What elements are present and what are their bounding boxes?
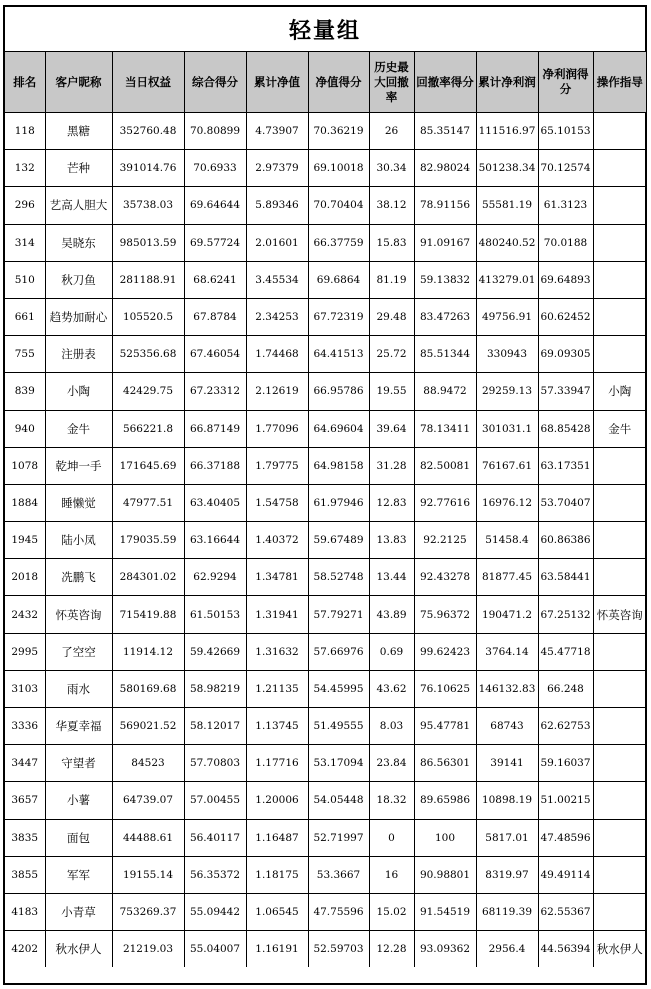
table-cell: 69.10018 [308, 150, 369, 187]
table-row [5, 298, 646, 335]
table-cell: 580169.68 [112, 670, 184, 707]
table-row [5, 931, 646, 968]
table-cell: 13.44 [369, 559, 414, 596]
table-cell: 69.64893 [538, 261, 593, 298]
table-cell: 63.16644 [184, 522, 246, 559]
table-cell: 61.50153 [184, 596, 246, 633]
table-cell: 78.13411 [414, 410, 476, 447]
table-cell: 10898.19 [476, 782, 538, 819]
table-cell: 42429.75 [112, 373, 184, 410]
table-cell: 171645.69 [112, 447, 184, 484]
table-cell [593, 298, 646, 335]
table-cell: 54.45995 [308, 670, 369, 707]
column-header: 净值得分 [308, 52, 369, 113]
table-cell: 67.8784 [184, 298, 246, 335]
table-cell: 55.04007 [184, 931, 246, 968]
table-cell: 1.18175 [246, 856, 308, 893]
table-cell: 92.43278 [414, 559, 476, 596]
table-cell: 2.97379 [246, 150, 308, 187]
table-cell: 82.98024 [414, 150, 476, 187]
table-cell: 60.86386 [538, 522, 593, 559]
table-cell: 吴晓东 [45, 224, 112, 261]
table-cell: 57.79271 [308, 596, 369, 633]
table-cell: 753269.37 [112, 893, 184, 930]
table-cell: 81.19 [369, 261, 414, 298]
table-cell: 67.23312 [184, 373, 246, 410]
table-cell: 2956.4 [476, 931, 538, 968]
table-cell: 51458.4 [476, 522, 538, 559]
table-cell: 66.95786 [308, 373, 369, 410]
table-cell: 43.89 [369, 596, 414, 633]
table-cell: 3764.14 [476, 633, 538, 670]
table-cell: 100 [414, 819, 476, 856]
table-cell: 284301.02 [112, 559, 184, 596]
table-cell: 1.17716 [246, 745, 308, 782]
table-cell [593, 187, 646, 224]
table-cell: 1.31941 [246, 596, 308, 633]
table-cell: 16976.12 [476, 484, 538, 521]
table-row [5, 670, 646, 707]
table-cell: 49.49114 [538, 856, 593, 893]
table-cell [593, 113, 646, 150]
table-cell: 179035.59 [112, 522, 184, 559]
table-cell: 413279.01 [476, 261, 538, 298]
table-cell: 57.33947 [538, 373, 593, 410]
table-cell: 5.89346 [246, 187, 308, 224]
table-cell: 66.248 [538, 670, 593, 707]
table-cell: 小薯 [45, 782, 112, 819]
table-body [5, 113, 646, 968]
table-cell: 661 [5, 298, 45, 335]
table-row [5, 708, 646, 745]
table-row [5, 856, 646, 893]
table-cell: 70.12574 [538, 150, 593, 187]
table-cell: 54.05448 [308, 782, 369, 819]
column-header: 历史最大回撤率 [369, 52, 414, 113]
column-header: 累计净利润 [476, 52, 538, 113]
table-cell: 57.70803 [184, 745, 246, 782]
table-cell: 67.72319 [308, 298, 369, 335]
table-row [5, 447, 646, 484]
table-cell: 21219.03 [112, 931, 184, 968]
table-cell: 68119.39 [476, 893, 538, 930]
table-cell: 15.83 [369, 224, 414, 261]
table-cell: 352760.48 [112, 113, 184, 150]
sheet-title: 轻量组 [5, 7, 645, 52]
table-cell: 85.51344 [414, 336, 476, 373]
table-cell: 8319.97 [476, 856, 538, 893]
table-cell: 2.12619 [246, 373, 308, 410]
table-cell: 金牛 [45, 410, 112, 447]
table-cell: 296 [5, 187, 45, 224]
table-cell: 61.97946 [308, 484, 369, 521]
table-cell: 18.32 [369, 782, 414, 819]
table-row [5, 261, 646, 298]
table-cell: 23.84 [369, 745, 414, 782]
table-cell: 19.55 [369, 373, 414, 410]
table-cell: 391014.76 [112, 150, 184, 187]
column-header: 综合得分 [184, 52, 246, 113]
table-cell: 53.17094 [308, 745, 369, 782]
table-cell: 45.47718 [538, 633, 593, 670]
table-cell [593, 708, 646, 745]
table-cell: 1.21135 [246, 670, 308, 707]
table-cell: 95.47781 [414, 708, 476, 745]
table-cell [593, 893, 646, 930]
table-cell: 82.50081 [414, 447, 476, 484]
table-cell [593, 224, 646, 261]
table-cell: 小陶 [593, 373, 646, 410]
table-cell: 军军 [45, 856, 112, 893]
table-cell: 67.46054 [184, 336, 246, 373]
table-cell: 501238.34 [476, 150, 538, 187]
table-cell: 93.09362 [414, 931, 476, 968]
table-cell: 146132.83 [476, 670, 538, 707]
table-cell: 55581.19 [476, 187, 538, 224]
table-cell: 57.66976 [308, 633, 369, 670]
table-cell [593, 856, 646, 893]
table-cell: 62.62753 [538, 708, 593, 745]
table-cell: 怀英咨询 [593, 596, 646, 633]
table-cell: 5817.01 [476, 819, 538, 856]
table-cell: 3.45534 [246, 261, 308, 298]
table-cell: 47.48596 [538, 819, 593, 856]
table-cell: 12.28 [369, 931, 414, 968]
table-cell: 1.06545 [246, 893, 308, 930]
table-cell: 81877.45 [476, 559, 538, 596]
table-cell: 58.98219 [184, 670, 246, 707]
table-cell: 1945 [5, 522, 45, 559]
table-cell: 63.58441 [538, 559, 593, 596]
table-cell: 63.40405 [184, 484, 246, 521]
table-cell: 3855 [5, 856, 45, 893]
table-cell: 8.03 [369, 708, 414, 745]
table-cell: 59.13832 [414, 261, 476, 298]
ranking-sheet [3, 5, 647, 985]
table-cell: 2018 [5, 559, 45, 596]
table-cell: 29259.13 [476, 373, 538, 410]
table-cell: 569021.52 [112, 708, 184, 745]
table-cell: 84523 [112, 745, 184, 782]
table-cell: 70.6933 [184, 150, 246, 187]
table-cell: 57.00455 [184, 782, 246, 819]
table-cell [593, 559, 646, 596]
column-header: 回撤率得分 [414, 52, 476, 113]
table-cell: 68.85428 [538, 410, 593, 447]
column-header: 净利润得分 [538, 52, 593, 113]
table-cell: 314 [5, 224, 45, 261]
table-row [5, 113, 646, 150]
table-cell: 1.77096 [246, 410, 308, 447]
table-cell: 75.96372 [414, 596, 476, 633]
table-cell [593, 261, 646, 298]
header-row [5, 52, 646, 113]
table-cell: 金牛 [593, 410, 646, 447]
table-cell: 99.62423 [414, 633, 476, 670]
table-cell: 华夏幸福 [45, 708, 112, 745]
table-cell: 35738.03 [112, 187, 184, 224]
table-cell: 0.69 [369, 633, 414, 670]
table-cell: 63.17351 [538, 447, 593, 484]
table-cell: 43.62 [369, 670, 414, 707]
table-cell: 58.12017 [184, 708, 246, 745]
table-row [5, 745, 646, 782]
table-cell: 守望者 [45, 745, 112, 782]
table-cell [593, 782, 646, 819]
table-row [5, 596, 646, 633]
table-cell: 52.71997 [308, 819, 369, 856]
table-cell: 25.72 [369, 336, 414, 373]
table-cell: 1884 [5, 484, 45, 521]
column-header: 排名 [5, 52, 45, 113]
table-cell: 13.83 [369, 522, 414, 559]
table-cell: 301031.1 [476, 410, 538, 447]
table-cell: 70.0188 [538, 224, 593, 261]
table-cell: 60.62452 [538, 298, 593, 335]
table-cell: 69.57724 [184, 224, 246, 261]
table-cell: 86.56301 [414, 745, 476, 782]
table-cell: 芒种 [45, 150, 112, 187]
table-cell: 1.20006 [246, 782, 308, 819]
table-cell: 281188.91 [112, 261, 184, 298]
table-cell: 乾坤一手 [45, 447, 112, 484]
table-row [5, 893, 646, 930]
table-row [5, 633, 646, 670]
table-cell: 了空空 [45, 633, 112, 670]
table-row [5, 484, 646, 521]
table-cell: 66.87149 [184, 410, 246, 447]
table-cell: 艺高人胆大 [45, 187, 112, 224]
table-row [5, 522, 646, 559]
table-cell [593, 670, 646, 707]
table-cell: 330943 [476, 336, 538, 373]
table-cell: 940 [5, 410, 45, 447]
table-cell: 黑糖 [45, 113, 112, 150]
table-cell: 69.6864 [308, 261, 369, 298]
table-cell: 39141 [476, 745, 538, 782]
table-cell: 111516.97 [476, 113, 538, 150]
table-cell: 76167.61 [476, 447, 538, 484]
table-row [5, 782, 646, 819]
column-header: 当日权益 [112, 52, 184, 113]
table-cell: 88.9472 [414, 373, 476, 410]
table-cell: 132 [5, 150, 45, 187]
table-cell: 715419.88 [112, 596, 184, 633]
table-cell: 66.37188 [184, 447, 246, 484]
table-cell: 39.64 [369, 410, 414, 447]
table-cell: 38.12 [369, 187, 414, 224]
table-cell: 19155.14 [112, 856, 184, 893]
table-cell: 61.3123 [538, 187, 593, 224]
table-cell: 睡懒觉 [45, 484, 112, 521]
table-cell: 70.80899 [184, 113, 246, 150]
table-cell: 15.02 [369, 893, 414, 930]
table-cell: 1.31632 [246, 633, 308, 670]
table-cell: 4183 [5, 893, 45, 930]
table-cell: 3103 [5, 670, 45, 707]
table-cell: 92.2125 [414, 522, 476, 559]
table-cell: 1078 [5, 447, 45, 484]
table-cell: 67.25132 [538, 596, 593, 633]
table-cell: 62.9294 [184, 559, 246, 596]
table-cell: 怀英咨询 [45, 596, 112, 633]
table-cell: 3336 [5, 708, 45, 745]
table-cell: 85.35147 [414, 113, 476, 150]
table-row [5, 150, 646, 187]
table-cell: 雨水 [45, 670, 112, 707]
table-cell: 118 [5, 113, 45, 150]
table-cell: 26 [369, 113, 414, 150]
table-cell: 趋势加耐心 [45, 298, 112, 335]
table-cell: 2.01601 [246, 224, 308, 261]
table-cell: 1.16191 [246, 931, 308, 968]
table-cell: 69.64644 [184, 187, 246, 224]
table-cell: 30.34 [369, 150, 414, 187]
table-cell: 小青草 [45, 893, 112, 930]
table-cell: 面包 [45, 819, 112, 856]
table-cell [593, 447, 646, 484]
table-cell: 陆小凤 [45, 522, 112, 559]
table-cell: 注册表 [45, 336, 112, 373]
table-cell [593, 484, 646, 521]
table-cell: 92.77616 [414, 484, 476, 521]
table-cell [593, 150, 646, 187]
table-cell: 秋刀鱼 [45, 261, 112, 298]
table-cell [593, 745, 646, 782]
table-cell: 12.83 [369, 484, 414, 521]
table-cell: 70.70404 [308, 187, 369, 224]
table-row [5, 336, 646, 373]
table-cell: 16 [369, 856, 414, 893]
table-cell: 76.10625 [414, 670, 476, 707]
table-cell: 985013.59 [112, 224, 184, 261]
table-cell: 83.47263 [414, 298, 476, 335]
table-cell: 冼鹏飞 [45, 559, 112, 596]
table-cell: 89.65986 [414, 782, 476, 819]
table-row [5, 373, 646, 410]
table-row [5, 224, 646, 261]
table-cell: 56.40117 [184, 819, 246, 856]
table-cell: 2995 [5, 633, 45, 670]
table-cell: 69.09305 [538, 336, 593, 373]
table-cell: 3657 [5, 782, 45, 819]
table-cell: 58.52748 [308, 559, 369, 596]
table-row [5, 187, 646, 224]
table-cell: 1.54758 [246, 484, 308, 521]
table-cell: 1.40372 [246, 522, 308, 559]
table-cell: 525356.68 [112, 336, 184, 373]
table-cell: 839 [5, 373, 45, 410]
table-cell: 31.28 [369, 447, 414, 484]
table-cell: 1.74468 [246, 336, 308, 373]
table-cell: 2.34253 [246, 298, 308, 335]
table-cell: 52.59703 [308, 931, 369, 968]
table-cell: 47977.51 [112, 484, 184, 521]
table-cell: 59.16037 [538, 745, 593, 782]
table-cell: 90.98801 [414, 856, 476, 893]
table-cell: 1.79775 [246, 447, 308, 484]
table-cell: 64.41513 [308, 336, 369, 373]
table-cell: 78.91156 [414, 187, 476, 224]
column-header: 客户昵称 [45, 52, 112, 113]
table-cell: 66.37759 [308, 224, 369, 261]
table-row [5, 819, 646, 856]
table-cell: 70.36219 [308, 113, 369, 150]
table-cell: 51.00215 [538, 782, 593, 819]
table-cell: 59.42669 [184, 633, 246, 670]
table-cell: 小陶 [45, 373, 112, 410]
table-cell: 64.69604 [308, 410, 369, 447]
table-cell: 51.49555 [308, 708, 369, 745]
table-cell: 2432 [5, 596, 45, 633]
table-cell: 3447 [5, 745, 45, 782]
table-cell: 91.09167 [414, 224, 476, 261]
table-cell: 1.34781 [246, 559, 308, 596]
table-cell: 64739.07 [112, 782, 184, 819]
table-cell: 4202 [5, 931, 45, 968]
table-cell: 68.6241 [184, 261, 246, 298]
table-cell: 53.3667 [308, 856, 369, 893]
table-cell: 190471.2 [476, 596, 538, 633]
table-row [5, 559, 646, 596]
table-cell [593, 336, 646, 373]
table-cell [593, 633, 646, 670]
table-cell: 秋水伊人 [593, 931, 646, 968]
table-cell: 59.67489 [308, 522, 369, 559]
table-cell: 105520.5 [112, 298, 184, 335]
table-row [5, 410, 646, 447]
table-cell: 91.54519 [414, 893, 476, 930]
table-cell: 1.13745 [246, 708, 308, 745]
table-cell: 480240.52 [476, 224, 538, 261]
table-cell: 62.55367 [538, 893, 593, 930]
table-cell: 11914.12 [112, 633, 184, 670]
column-header: 累计净值 [246, 52, 308, 113]
table-cell: 47.75596 [308, 893, 369, 930]
table-cell: 0 [369, 819, 414, 856]
table-cell [593, 819, 646, 856]
table-cell: 44.56394 [538, 931, 593, 968]
table-cell [593, 522, 646, 559]
table-cell: 755 [5, 336, 45, 373]
table-cell: 55.09442 [184, 893, 246, 930]
table-cell: 3835 [5, 819, 45, 856]
table-cell: 44488.61 [112, 819, 184, 856]
table-cell: 1.16487 [246, 819, 308, 856]
table-cell: 49756.91 [476, 298, 538, 335]
table-cell: 53.70407 [538, 484, 593, 521]
table-cell: 4.73907 [246, 113, 308, 150]
ranking-table [5, 52, 646, 967]
table-cell: 65.10153 [538, 113, 593, 150]
table-cell: 64.98158 [308, 447, 369, 484]
table-cell: 566221.8 [112, 410, 184, 447]
table-cell: 56.35372 [184, 856, 246, 893]
table-cell: 秋水伊人 [45, 931, 112, 968]
table-cell: 68743 [476, 708, 538, 745]
table-cell: 29.48 [369, 298, 414, 335]
column-header: 操作指导 [593, 52, 646, 113]
table-cell: 510 [5, 261, 45, 298]
